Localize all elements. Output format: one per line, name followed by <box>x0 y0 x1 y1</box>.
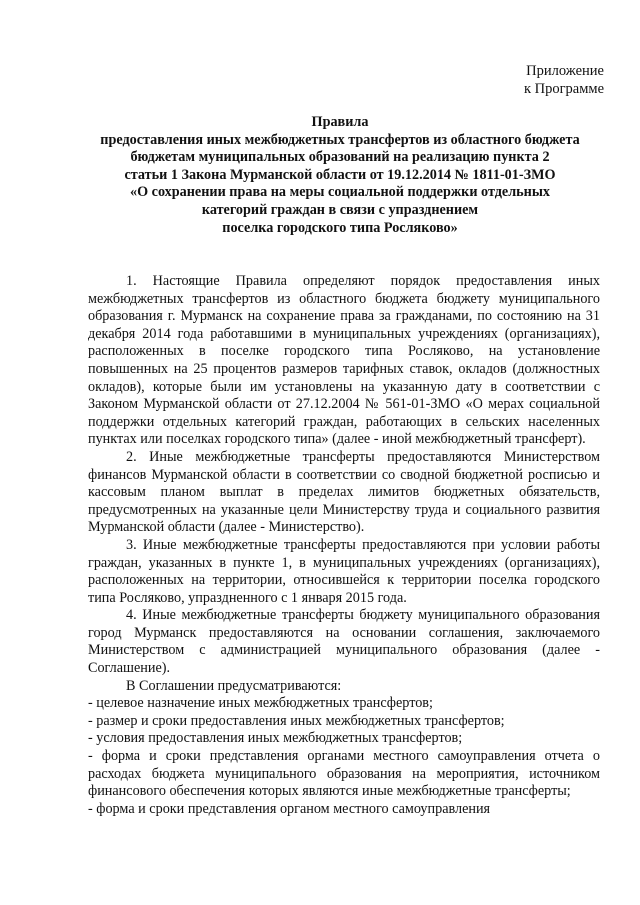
title-line-3: бюджетам муниципальных образований на реализацию пункта 2 <box>130 149 550 166</box>
title-line-6: категорий граждан в связи с упразднением <box>201 201 479 218</box>
paragraph-2: 2. Иные межбюджетные трансферты предоставляются Министерством финансов Мурманской области в соответствии со сводной бюджетной росписью и кассовым планом выплат в пределах лимитов бюджетных обязательств, предусмотренных на указанные цели Министерству труда и социального развития Мурманской области (далее - Министерство). <box>88 448 600 536</box>
title-line-4: статьи 1 Закона Мурманской области от 19.12.2014 № 1811-01-ЗМО <box>124 166 556 183</box>
document-body <box>88 273 600 818</box>
list-item-2: - размер и сроки предоставления иных межбюджетных трансфертов; <box>88 712 505 729</box>
title-line-2: предоставления иных межбюджетных трансфертов из областного бюджета <box>100 131 580 148</box>
title-line-5: «О сохранении права на меры социальной поддержки отдельных <box>129 184 551 201</box>
paragraph-4: 4. Иные межбюджетные трансферты бюджету муниципального образования город Мурманск предоставляются на основании соглашения, заключаемого Министерством с администрацией муниципального образования (далее - Соглашение). <box>88 607 600 677</box>
list-item-4: - форма и сроки представления органами местного самоуправления отчета о расходах бюджета муниципального образования на мероприятия, источником финансового обеспечения которых являются иные межбюджетные трансферты; <box>88 748 600 800</box>
paragraph-5: В Соглашении предусматриваются: <box>126 677 342 694</box>
appendix-line-2: к Программе <box>523 81 604 97</box>
appendix-header <box>524 62 604 98</box>
list-item-5: - форма и сроки представления органом местного самоуправления <box>88 800 491 817</box>
document-title <box>90 114 590 237</box>
list-item-3: - условия предоставления иных межбюджетных трансфертов; <box>88 730 463 747</box>
list-item-1: - целевое назначение иных межбюджетных трансфертов; <box>88 695 433 712</box>
appendix-line-1: Приложение <box>526 63 604 79</box>
title-line-1: Правила <box>311 114 369 130</box>
paragraph-3: 3. Иные межбюджетные трансферты предоставляются при условии работы граждан, указанных в пункте 1, в муниципальных учреждениях (организациях), расположенных на территории, относившейся к территории поселка городского типа Росляково, упраздненного с 1 января 2015 года. <box>88 536 600 606</box>
title-line-7: поселка городского типа Росляково» <box>222 219 458 236</box>
paragraph-1: 1. Настоящие Правила определяют порядок предоставления иных межбюджетных трансфертов из областного бюджета бюджету муниципального образования г. Мурманск на сохранение права за гражданами, по состоянию на 31 декабря 2014 года работавшими в муниципальных учреждениях (организациях), расположенных в поселке городского типа Росляково, на установление повышенных на 25 процентов размеров тарифных ставок, окладов (должностных окладов), которые были им установлены на указанную дату в соответствии с Законом Мурманской области от 27.12.2004 № 561-01-ЗМО «О мерах социальной поддержки отдельных категорий граждан, работающих в сельских населенных пунктах или поселках городского типа» (далее - иной межбюджетный трансферт). <box>88 273 600 448</box>
